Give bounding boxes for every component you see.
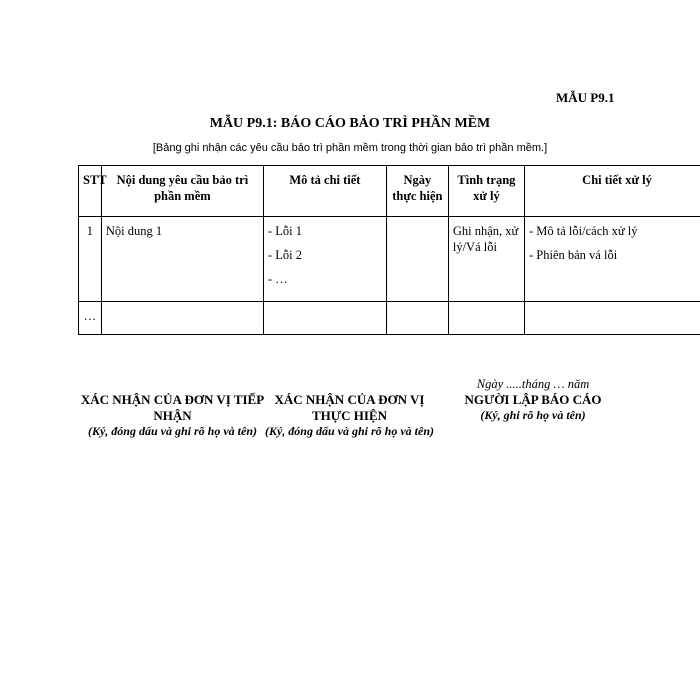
header-stt: STT: [79, 166, 102, 217]
signature-title: XÁC NHẬN CỦA ĐƠN VỊ TIẾP NHẬN: [80, 392, 265, 423]
cell-date: [386, 217, 448, 302]
cell-content: [101, 302, 263, 335]
signature-title: NGƯỜI LẬP BÁO CÁO: [464, 392, 602, 407]
signature-date: Ngày .....tháng … năm: [476, 377, 590, 391]
cell-handling: [525, 302, 700, 335]
header-status: Tình trạng xử lý: [448, 166, 524, 217]
page-title: MẪU P9.1: BÁO CÁO BẢO TRÌ PHẦN MỀM: [209, 116, 491, 131]
detail-line: - …: [267, 272, 288, 286]
cell-content: Nội dung 1: [101, 217, 263, 302]
detail-line: - Lỗi 2: [267, 248, 302, 262]
detail-line: - Lỗi 1: [267, 224, 302, 238]
form-code: MẪU P9.1: [556, 90, 615, 105]
handling-line: - Mô tả lỗi/cách xử lý: [529, 224, 638, 238]
signature-note: (Ký, ghi rõ họ và tên): [480, 408, 586, 422]
signature-title: XÁC NHẬN CỦA ĐƠN VỊ THỰC HIỆN: [274, 392, 425, 423]
signature-receiving-unit: [80, 392, 265, 439]
header-content: Nội dung yêu cầu bảo trì phần mềm: [101, 166, 263, 217]
cell-status: Ghi nhận, xử lý/Vá lỗi: [448, 217, 524, 302]
handling-line: - Phiên bản vá lỗi: [529, 248, 618, 262]
signature-note: (Ký, đóng dấu và ghi rõ họ và tên): [264, 424, 434, 438]
page-subtitle: [Bảng ghi nhận các yêu cầu bảo trì phần mềm trong thời gian bảo trì phần mềm.]: [152, 142, 548, 154]
cell-status: [448, 302, 524, 335]
table-header-row: [79, 166, 700, 217]
header-date: Ngày thực hiện: [386, 166, 448, 217]
cell-stt: …: [79, 302, 102, 335]
table-row: [79, 302, 700, 335]
cell-stt: 1: [79, 217, 102, 302]
cell-details: [263, 217, 386, 302]
header-handling: Chi tiết xử lý: [525, 166, 700, 217]
table-row: [79, 217, 700, 302]
cell-date: [386, 302, 448, 335]
signature-executing-unit: [262, 392, 437, 439]
maintenance-report-table: [78, 165, 700, 335]
header-details: Mô tả chi tiết: [263, 166, 386, 217]
cell-details: [263, 302, 386, 335]
signature-reporter: [448, 377, 618, 423]
cell-handling: [525, 217, 700, 302]
signature-note: (Ký, đóng dấu và ghi rõ họ và tên): [87, 424, 257, 438]
